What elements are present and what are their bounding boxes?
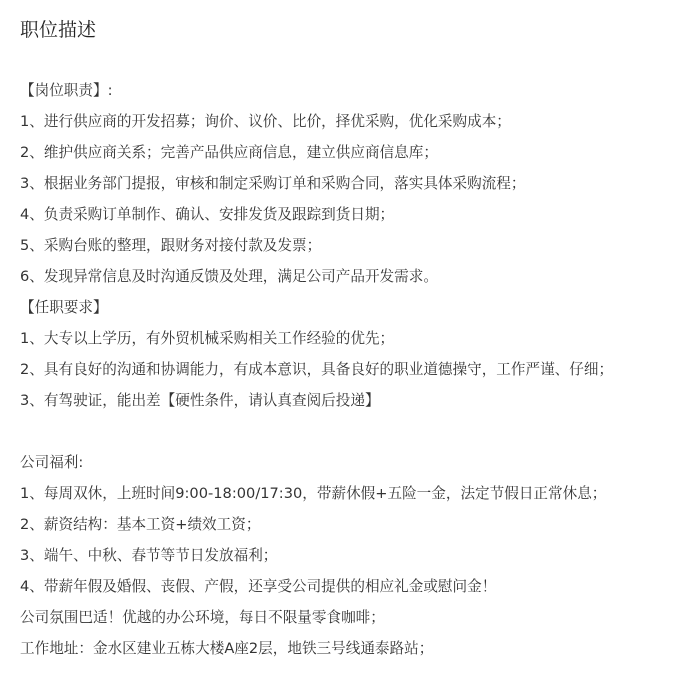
requirement-item: 1、大专以上学历，有外贸机械采购相关工作经验的优先； — [20, 330, 395, 347]
benefit-item: 2、薪资结构：基本工资+绩效工资； — [20, 516, 261, 533]
duties-header: 【岗位职责】: — [20, 82, 113, 99]
page-title: 职位描述 — [20, 19, 97, 41]
address-text: 工作地址：金水区建业五栋大楼A座2层，地铁三号线通泰路站； — [20, 640, 434, 657]
duty-item: 2、维护供应商关系；完善产品供应商信息，建立供应商信息库； — [20, 144, 438, 161]
job-description-content — [20, 75, 670, 664]
duty-item: 5、采购台账的整理，跟财务对接付款及发票； — [20, 237, 322, 254]
benefits-header: 公司福利: — [20, 454, 84, 471]
duty-item: 1、进行供应商的开发招募；询价、议价、比价，择优采购，优化采购成本； — [20, 113, 511, 130]
requirement-item: 2、具有良好的沟通和协调能力，有成本意识，具备良好的职业道德操守，工作严谨、仔细； — [20, 361, 614, 378]
benefit-item: 3、端午、中秋、春节等节日发放福利； — [20, 547, 278, 564]
duty-item: 4、负责采购订单制作、确认、安排发货及跟踪到货日期； — [20, 206, 395, 223]
environment-text: 公司氛围巴适！优越的办公环境，每日不限量零食咖啡； — [20, 609, 385, 626]
duty-item: 6、发现异常信息及时沟通反馈及处理，满足公司产品开发需求。 — [20, 268, 438, 285]
requirements-header: 【任职要求】 — [20, 299, 108, 316]
duty-item: 3、根据业务部门提报，审核和制定采购订单和采购合同，落实具体采购流程； — [20, 175, 526, 192]
benefit-item: 4、带薪年假及婚假、丧假、产假，还享受公司提供的相应礼金或慰问金！ — [20, 578, 497, 595]
spacer — [20, 416, 670, 447]
requirement-item: 3、有驾驶证，能出差【硬性条件，请认真查阅后投递】 — [20, 392, 380, 409]
benefit-item: 1、每周双休，上班时间9:00-18:00/17:30，带薪休假+五险一金，法定节假日正常休息； — [20, 485, 607, 502]
